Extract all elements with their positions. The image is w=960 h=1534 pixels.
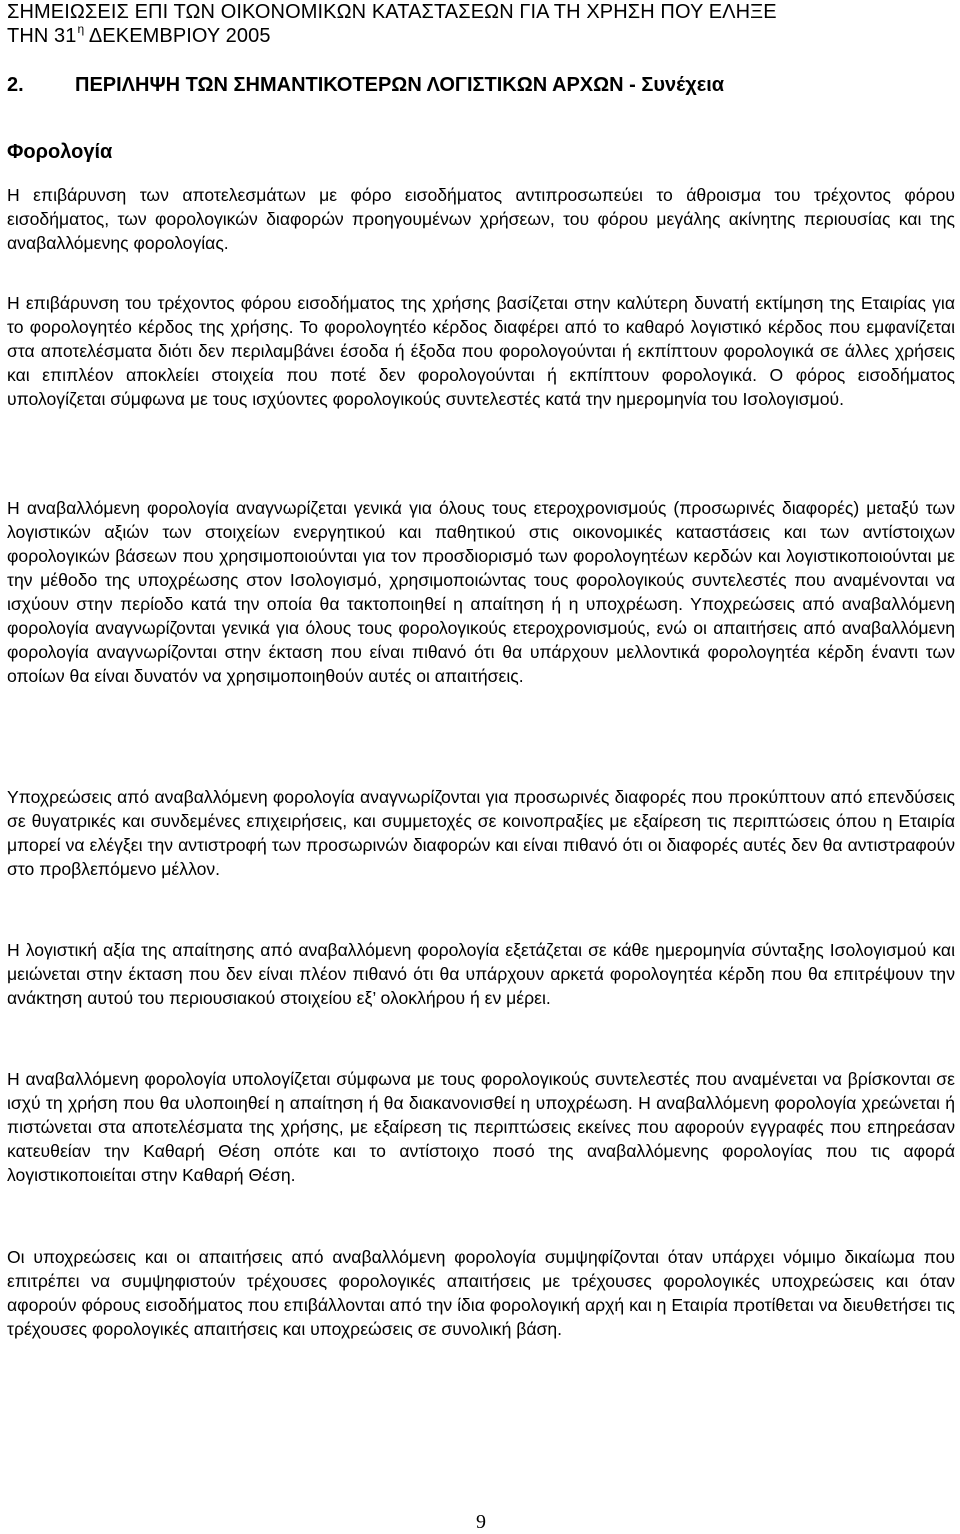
section-number: 2.: [7, 74, 24, 96]
paragraph-2: Η επιβάρυνση του τρέχοντος φόρου εισοδήματος της χρήσης βασίζεται στην καλύτερη δυνατή εκτίμηση της Εταιρίας για το φορολογητέο κέρδος της χρήσης. Το φορολογητέο κέρδος διαφέρει από το καθαρό λογιστικό κέρδος που εμφανίζεται στα αποτελέσματα διότι δεν περιλαμβάνει έσοδα ή έξοδα που φορολογούνται ή εκπίπτουν φορολογικά σε άλλες χρήσεις και επιπλέον αποκλείει στοιχεία που ποτέ δεν φορολογούνται ή εκπίπτουν φορολογικά. Ο φόρος εισοδήματος υπολογίζεται σύμφωνα με τους ισχύοντες φορολογικούς συντελεστές κατά την ημερομηνία του Ισολογισμού.: [7, 293, 955, 409]
header-line-1: ΣΗΜΕΙΩΣΕΙΣ ΕΠΙ ΤΩΝ ΟΙΚΟΝΟΜΙΚΩΝ ΚΑΤΑΣΤΑΣΕΩΝ ΓΙΑ ΤΗ ΧΡΗΣΗ ΠΟΥ ΕΛΗΞΕ: [7, 1, 777, 23]
document-page: [7, 0, 955, 1339]
section-continued-label: - Συνέχεια: [623, 74, 725, 96]
section-heading: [7, 73, 724, 97]
paragraph-4: Υποχρεώσεις από αναβαλλόμενη φορολογία αναγνωρίζονται για προσωρινές διαφορές που προκύπτουν από επενδύσεις σε θυγατρικές και συνδεμένες επιχειρήσεις, και συμμετοχές σε κοινοπραξίες με εξαίρεση τις περιπτώσεις όπου η Εταιρία μπορεί να ελέγξει την αντιστροφή των προσωρινών διαφορών και είναι πιθανό ότι οι διαφορές αυτές δεν θα αντιστραφούν στο προβλεπόμενο μέλλον.: [7, 787, 955, 879]
paragraph-6: Η αναβαλλόμενη φορολογία υπολογίζεται σύμφωνα με τους φορολογικούς συντελεστές που αναμένεται να βρίσκονται σε ισχύ τη χρήση που θα υλοποιηθεί η απαίτηση ή θα διακανονισθεί η υποχρέωση. Η αναβαλλόμενη φορολογία χρεώνεται ή πιστώνεται στα αποτελέσματα της χρήσης, με εξαίρεση τις περιπτώσεις εκείνες που αφορούν εγγραφές που επηρεάσαν κατευθείαν την Καθαρή Θέση οπότε και το αντίστοιχο ποσό της αναβαλλόμενης φορολογίας που τις αφορά λογιστικοποιείται στην Καθαρή Θέση.: [7, 1069, 955, 1185]
page-number: 9: [476, 1511, 486, 1533]
header-ordinal-superscript: η: [77, 22, 85, 37]
paragraph-5: Η λογιστική αξία της απαίτησης από αναβαλλόμενη φορολογία εξετάζεται σε κάθε ημερομηνία σύνταξης Ισολογισμού και μειώνεται στην έκταση που δεν είναι πλέον πιθανό ότι θα υπάρχουν αρκετά φορολογητέα κέρδη που θα επιτρέψουν την ανάκτηση αυτού του περιουσιακού στοιχείου εξ’ ολοκλήρου ή εν μέρει.: [7, 940, 955, 1008]
document-header: [7, 0, 955, 48]
header-line-2-prefix: ΤΗΝ 31: [7, 25, 77, 47]
section-title: ΠΕΡΙΛΗΨΗ ΤΩΝ ΣΗΜΑΝΤΙΚΟΤΕΡΩΝ ΛΟΓΙΣΤΙΚΩΝ ΑΡΧΩΝ: [75, 74, 624, 96]
header-line-2: [7, 24, 955, 48]
subheading-taxation: Φορολογία: [7, 141, 113, 163]
paragraph-7: Οι υποχρεώσεις και οι απαιτήσεις από αναβαλλόμενη φορολογία συμψηφίζονται όταν υπάρχει νόμιμο δικαίωμα που επιτρέπει να συμψηφιστούν τρέχουσες φορολογικές απαιτήσεις με τρέχουσες φορολογικές υποχρεώσεις και όταν αφορούν φόρους εισοδήματος που επιβάλλονται από την ίδια φορολογική αρχή και η Εταιρία προτίθεται να διευθετήσει τις τρέχουσες φορολογικές απαιτήσεις και υποχρεώσεις σε συνολική βάση.: [7, 1247, 955, 1339]
paragraph-1: Η επιβάρυνση των αποτελεσμάτων με φόρο εισοδήματος αντιπροσωπεύει το άθροισμα του τρέχοντος φόρου εισοδήματος, των φορολογικών διαφορών προηγουμένων χρήσεων, του φόρου μεγάλης ακίνητης περιουσίας και της αναβαλλόμενης φορολογίας.: [7, 185, 955, 253]
paragraph-3: Η αναβαλλόμενη φορολογία αναγνωρίζεται γενικά για όλους τους ετεροχρονισμούς (προσωρινές διαφορές) μεταξύ των λογιστικών αξιών των στοιχείων ενεργητικού και παθητικού στις οικονομικές καταστάσεις και των αντίστοιχων φορολογικών βάσεων που χρησιμοποιούνται για τον προσδιορισμό των φορολογητέων κερδών και λογιστικοποιούνται με την μέθοδο της υποχρέωσης στον Ισολογισμό, χρησιμοποιώντας τους φορολογικούς συντελεστές που αναμένονται να ισχύουν στην περίοδο κατά την οποία θα τακτοποιηθεί η απαίτηση ή η υποχρέωση. Υποχρεώσεις από αναβαλλόμενη φορολογία αναγνωρίζονται γενικά για όλους τους φορολογικούς ετεροχρονισμούς, ενώ οι απαιτήσεις από αναβαλλόμενη φορολογία αναγνωρίζονται στην έκταση που είναι πιθανό ότι θα υπάρχουν μελλοντικά φορολογητέα κέρδη έναντι των οποίων θα είναι δυνατόν να χρησιμοποιηθούν αυτές οι απαιτήσεις.: [7, 498, 955, 686]
header-line-2-suffix: ΔΕΚΕΜΒΡΙΟΥ 2005: [84, 25, 271, 47]
